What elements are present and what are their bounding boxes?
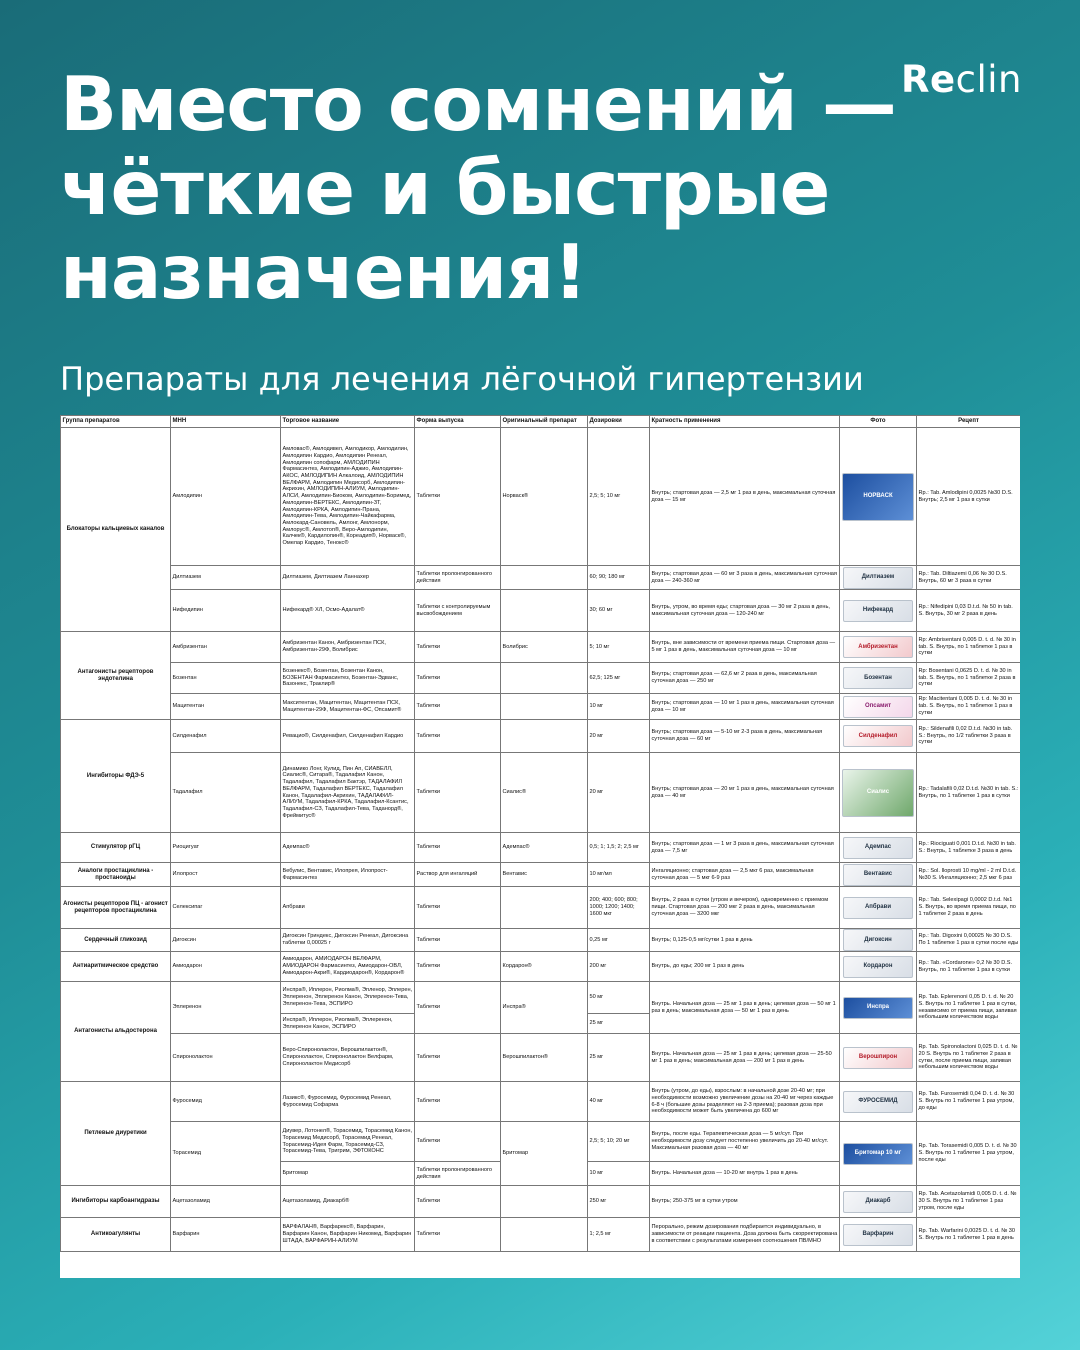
photo-cell	[840, 1186, 917, 1218]
photo-cell	[840, 1218, 917, 1252]
prescription-cell: Rp.: Tab. Diltiazemi 0,06 № 30 D.S. Внутрь, 60 мг 3 раза в сутки	[917, 566, 1021, 590]
photo-cell	[840, 887, 917, 929]
frequency-cell: Внутрь; стартовая доза — 20 мг 1 раз в день, максимальная суточная доза — 40 мг	[650, 753, 840, 833]
frequency-cell: Внутрь, после еды. Терапевтическая доза — 5 мг/сут. При необходимости дозу следует постепенно увеличить до 20-40 мг/сут. Максимальная разовая доза — 40 мг	[650, 1122, 840, 1162]
photo-cell	[840, 663, 917, 694]
frequency-cell: Внутрь, вне зависимости от времени приема пищи. Стартовая доза — 5 мг 1 раз в день, максимальная суточная доза — 10 мг	[650, 632, 840, 663]
group-cell: Антикоагулянты	[61, 1218, 171, 1252]
drug-package-image: Вентавис	[843, 864, 913, 886]
table-row	[61, 982, 1021, 1014]
table-row	[61, 929, 1021, 952]
trade-name-cell: Динамико Лонг, Кулид, Пин Ап, СИАВЕЛЛ, Сиалис®, Ситара®, Тадалафил Канон, Тадалафил, Тадалафил Бактэр, ТАДАЛАФИЛ ВЕЛФАРМ, Тадалафил ВЕРТЕКС, Тадалафил Канон, Тадалафил-Акрихин, ТАДАЛАФИЛ-АЛИУМ, Тадалафил-КРКА, Тадалафил-Ксантис, Тадалафил-СЗ, Тадалафил-Тева, Таданорд®, Фреймитус®	[281, 753, 415, 833]
prescription-cell: Rp: Ambrisentani 0,005 D. t. d. № 30 in tab. S. Внутрь, по 1 таблетке 1 раз в сутки	[917, 632, 1021, 663]
mnn-cell: Амлодипин	[171, 428, 281, 566]
frequency-cell: Внутрь. Начальная доза — 10-20 мг внутрь 1 раз в день	[650, 1162, 840, 1186]
drug-package-image: Опсамит	[843, 696, 913, 718]
table-row	[61, 632, 1021, 663]
form-cell: Таблетки	[415, 720, 501, 753]
dose-cell: 20 мг	[588, 720, 650, 753]
form-cell: Таблетки	[415, 1034, 501, 1082]
photo-cell	[840, 694, 917, 720]
dose-cell: 60; 90; 180 мг	[588, 566, 650, 590]
table-row	[61, 590, 1021, 632]
dose-cell: 40 мг	[588, 1082, 650, 1122]
form-cell: Таблетки	[415, 1082, 501, 1122]
table-row	[61, 952, 1021, 982]
trade-name-cell: Бритомар	[281, 1162, 415, 1186]
photo-cell	[840, 590, 917, 632]
drug-package-image: Дилтиазем	[843, 567, 913, 589]
mnn-cell: Риоцигуат	[171, 833, 281, 863]
mnn-cell: Амбризентан	[171, 632, 281, 663]
dose-cell: 50 мг	[588, 982, 650, 1014]
frequency-cell: Внутрь; стартовая доза — 1 мг 3 раза в день, максимальная суточная доза — 7,5 мг	[650, 833, 840, 863]
prescription-cell: Rp. Tab. Torasemidi 0,005 D. t. d. № 30 S. Внутрь по 1 таблетке 1 раз утром, после еды	[917, 1122, 1021, 1186]
group-cell: Ингибиторы ФДЭ-5	[61, 720, 171, 833]
group-cell: Сердечный гликозид	[61, 929, 171, 952]
col-header: Фото	[840, 416, 917, 428]
frequency-cell: Внутрь; стартовая доза — 5-10 мг 2-3 раза в день, максимальная суточная доза — 60 мг	[650, 720, 840, 753]
drug-package-image: Инспра	[843, 997, 913, 1019]
frequency-cell: Внутрь. Начальная доза — 25 мг 1 раз в день; целевая доза — 25-50 мг 1 раз в день; максимальная доза — 200 мг 1 раз в день	[650, 1034, 840, 1082]
table-row	[61, 833, 1021, 863]
original-cell: Адемпас®	[501, 833, 588, 863]
form-cell: Таблетки	[415, 952, 501, 982]
dose-cell: 2,5; 5; 10; 20 мг	[588, 1122, 650, 1162]
trade-name-cell: Ацетазоламид, Диакарб®	[281, 1186, 415, 1218]
dose-cell: 30; 60 мг	[588, 590, 650, 632]
group-cell: Аналоги простациклина - простаноиды	[61, 863, 171, 887]
prescription-cell: Rp.: Tab. «Cordarone» 0,2 № 30 D.S. Внутрь, по 1 таблетке 1 раз в сутки	[917, 952, 1021, 982]
trade-name-cell: Лазикс®, Фуросемид, Фуросемид Ренеал, Фуросемид Софарма	[281, 1082, 415, 1122]
trade-name-cell: Инспра®, Иплерон, Риолма®, Эплеренон, Эплеренон Канон, ЭСПИРО	[281, 1014, 415, 1034]
group-cell: Антиаритмическое средство	[61, 952, 171, 982]
group-cell: Антагонисты рецепторов эндотелина	[61, 632, 171, 720]
original-cell: Верошпилактон®	[501, 1034, 588, 1082]
prescription-cell: Rp.: Tab. Amlodipini 0,0025 №30 D.S. Внутрь; 2,5 мг 1 раз в сутки	[917, 428, 1021, 566]
dose-cell: 200 мг	[588, 952, 650, 982]
drug-package-image: Бозентан	[843, 667, 913, 689]
photo-cell	[840, 929, 917, 952]
photo-cell	[840, 720, 917, 753]
original-cell: Вентавис	[501, 863, 588, 887]
group-cell: Антагонисты альдостерона	[61, 982, 171, 1082]
frequency-cell: Внутрь; стартовая доза — 62,6 мг 2 раза в день, максимальная суточная доза — 250 мг	[650, 663, 840, 694]
original-cell	[501, 590, 588, 632]
trade-name-cell: Апбрави	[281, 887, 415, 929]
drug-package-image: Адемпас	[843, 837, 913, 859]
group-cell: Агонисты рецепторов ПЦ - агонист рецепторов простациклина	[61, 887, 171, 929]
table-row	[61, 1082, 1021, 1122]
trade-name-cell: Веро-Спиронолактон, Верошпилактон®, Спиронолактон, Спиронолактон Велфарм, Спиронолактон Медисорб	[281, 1034, 415, 1082]
mnn-cell: Тадалафил	[171, 753, 281, 833]
dose-cell: 62,5; 125 мг	[588, 663, 650, 694]
mnn-cell: Дилтиазем	[171, 566, 281, 590]
original-cell	[501, 887, 588, 929]
drug-package-image: Бритомар 10 мг	[843, 1143, 913, 1165]
frequency-cell: Перорально, режим дозирования подбирается индивидуально, в зависимости от реакции пациента. Доза должна быть скорректирована в соответствии с результатами измерения соотношения ПВ/МНО	[650, 1218, 840, 1252]
col-header: МНН	[171, 416, 281, 428]
mnn-cell: Селексипаг	[171, 887, 281, 929]
dose-cell: 20 мг	[588, 753, 650, 833]
dose-cell: 250 мг	[588, 1186, 650, 1218]
prescription-cell: Rp.: Tab. Selexipagi 0,0002 D.t.d. №1 S. Внутрь, во время приема пищи, по 1 таблетке 2 раза в день	[917, 887, 1021, 929]
dose-cell: 10 мг	[588, 694, 650, 720]
original-cell: Волибрис	[501, 632, 588, 663]
mnn-cell: Ацетазоламид	[171, 1186, 281, 1218]
table-row	[61, 720, 1021, 753]
form-cell: Раствор для ингаляций	[415, 863, 501, 887]
frequency-cell: Внутрь, 2 раза в сутки (утром и вечером), одновременно с приемом пищи. Стартовая доза — 200 мкг 2 раза в день, максимальная суточная доза — 3200 мкг	[650, 887, 840, 929]
drug-package-image: ФУРОСЕМИД	[843, 1091, 913, 1113]
table-row	[61, 428, 1021, 566]
form-cell: Таблетки	[415, 1122, 501, 1162]
photo-cell	[840, 1034, 917, 1082]
mnn-cell: Мацитентан	[171, 694, 281, 720]
mnn-cell: Торасемид	[171, 1122, 281, 1186]
dose-cell: 5; 10 мг	[588, 632, 650, 663]
trade-name-cell: ВАРФАЛАН®, Варфарекс®, Варфарин, Варфарин Канон, Варфарин Никомед, Варфарин ШТАДА, ВАРФАРИН-АЛИУМ	[281, 1218, 415, 1252]
dose-cell: 2,5; 5; 10 мг	[588, 428, 650, 566]
col-header: Оригинальный препарат	[501, 416, 588, 428]
original-cell	[501, 720, 588, 753]
form-cell: Таблетки	[415, 1186, 501, 1218]
drug-package-image: Дигоксин	[843, 929, 913, 951]
form-cell: Таблетки пролонгированного действия	[415, 1162, 501, 1186]
original-cell: Норваск®	[501, 428, 588, 566]
trade-name-cell: Бозенекс®, Бозентан, Бозентан Канон, БОЗЕНТАН Фармасинтез, Бозентан-Эдванс, Вазонекс, Траклир®	[281, 663, 415, 694]
form-cell: Таблетки пролонгированного действия	[415, 566, 501, 590]
trade-name-cell: Нифекард® ХЛ, Осмо-Адалат®	[281, 590, 415, 632]
photo-cell	[840, 833, 917, 863]
drug-package-image: Сиалис	[842, 769, 914, 817]
table-row	[61, 1034, 1021, 1082]
col-header: Группа препаратов	[61, 416, 171, 428]
mnn-cell: Варфарин	[171, 1218, 281, 1252]
trade-name-cell: Макситентан, Мацитентан, Мацитентан ПСК, Мацитентан-29Ф, Мацитентан-ФС, Опсамит®	[281, 694, 415, 720]
original-cell: Бритомар	[501, 1122, 588, 1186]
trade-name-cell: Амбризентан Канон, Амбризентан ПСК, Амбризентан-29Ф, Волибрис	[281, 632, 415, 663]
drug-table	[60, 415, 1020, 1252]
frequency-cell: Внутрь; стартовая доза — 60 мг 3 раза в день, максимальная суточная доза — 240-360 мг	[650, 566, 840, 590]
prescription-cell: Rp. Tab. Warfarini 0,0025 D. t. d. № 30 S. Внутрь по 1 таблетке 1 раз в день	[917, 1218, 1021, 1252]
table-row	[61, 566, 1021, 590]
form-cell: Таблетки	[415, 929, 501, 952]
prescription-cell: Rp.: Sol. Iloprosti 10 mg/ml - 2 ml D.t.d. №30 S. Ингаляционно; 2,5 мкг 6 раз	[917, 863, 1021, 887]
mnn-cell: Бозентан	[171, 663, 281, 694]
original-cell	[501, 663, 588, 694]
prescription-cell: Rp.: Sildenafili 0,02 D.t.d. №30 in tab. S.: Внутрь, по 1/2 таблетки 3 раза в сутки	[917, 720, 1021, 753]
frequency-cell: Внутрь, до еды; 200 мг 1 раз в день	[650, 952, 840, 982]
photo-cell	[840, 428, 917, 566]
trade-name-cell: Амловас®, Амлодивел, Амлодикор, Амлодилин, Амлодипин Кардио, Амлодипин Ренеал, Амлодипин сопофарм, АМЛОДИПИН Фармасинтез, Амлодипин-Аджио, Амлодипин-АКОС, АМЛОДИПИН Алкалоид, АМЛОДИПИН ВЕЛФАРМ, Амлодипин Медисорб, Амлодипин-Акрихин, АМЛОДИПИН-АЛИУМ, Амлодипин-АЛСИ, Амлодипин-Биоком, Амлодипин-Боримед, Амлодипин-ВЕРТЕКС, Амлодипин-ЗТ, Амлодипин-КРКА, Амлодипин-Прана, Амлодипин-Тева, Амлодипин-Чайкафарма, Амлокард-Сановель, Амлонг, Амлонорм, Амлорус®, Амлотоп®, Веро-Амлодипин, Калчек®, Кардилопин®, Кореадип®, Норваск®, Омелар Кардио, Тенокс®	[281, 428, 415, 566]
frequency-cell: Внутрь. Начальная доза — 25 мг 1 раз в день; целевая доза — 50 мг 1 раз в день; максимальная доза — 50 мг 1 раз в день	[650, 982, 840, 1034]
brand-logo: Reclin	[901, 58, 1022, 101]
subtitle: Препараты для лечения лёгочной гипертензии	[60, 360, 864, 398]
mnn-cell: Илопрост	[171, 863, 281, 887]
mnn-cell: Дигоксин	[171, 929, 281, 952]
trade-name-cell: Дигоксин Гриндекс, Дигоксин Ренеал, Дигоксина таблетки 0,00025 г	[281, 929, 415, 952]
prescription-cell: Rp.: Tab. Digoxini 0,00025 № 30 D.S. По 1 таблетке 1 раз в сутки после еды	[917, 929, 1021, 952]
trade-name-cell: Вебулис, Вентавис, Илопрея, Илопрост-Фармасинтез	[281, 863, 415, 887]
drug-package-image: НОРВАСК	[842, 473, 914, 521]
form-cell: Таблетки	[415, 753, 501, 833]
prescription-cell: Rp: Macitentani 0,005 D. t. d. № 30 in tab. S. Внутрь, по 1 таблетке 1 раз в сутки	[917, 694, 1021, 720]
form-cell: Таблетки с контролируемым высвобождением	[415, 590, 501, 632]
drug-table-sheet	[60, 415, 1020, 1278]
frequency-cell: Внутрь; 250-375 мг в сутки утром	[650, 1186, 840, 1218]
original-cell	[501, 566, 588, 590]
form-cell: Таблетки	[415, 982, 501, 1034]
drug-package-image: Апбрави	[843, 897, 913, 919]
prescription-cell: Rp. Tab. Acetazolamidi 0,005 D. t. d. № 30 S. Внутрь по 1 таблетке 1 раз утром, после еды	[917, 1186, 1021, 1218]
group-cell: Стимулятор рГЦ	[61, 833, 171, 863]
form-cell: Таблетки	[415, 632, 501, 663]
dose-cell: 25 мг	[588, 1034, 650, 1082]
original-cell	[501, 929, 588, 952]
original-cell: Инспра®	[501, 982, 588, 1034]
col-header: Рецепт	[917, 416, 1021, 428]
table-row	[61, 887, 1021, 929]
table-row	[61, 1122, 1021, 1162]
mnn-cell: Амиодарон	[171, 952, 281, 982]
drug-package-image: Нифекард	[843, 600, 913, 622]
frequency-cell: Внутрь; 0,125-0,5 мг/сутки 1 раз в день	[650, 929, 840, 952]
form-cell: Таблетки	[415, 1218, 501, 1252]
frequency-cell: Внутрь, утром, во время еды; стартовая доза — 30 мг 2 раза в день, максимальная суточная доза — 120-240 мг	[650, 590, 840, 632]
mnn-cell: Фуросемид	[171, 1082, 281, 1122]
trade-name-cell: Ревацио®, Силденафил, Силденафил Кардио	[281, 720, 415, 753]
dose-cell: 200; 400; 600; 800; 1000; 1200; 1400; 1600 мкг	[588, 887, 650, 929]
table-row	[61, 1218, 1021, 1252]
mnn-cell: Силденафил	[171, 720, 281, 753]
dose-cell: 10 мг	[588, 1162, 650, 1186]
trade-name-cell: Адемпас®	[281, 833, 415, 863]
original-cell	[501, 1082, 588, 1122]
original-cell: Кордарон®	[501, 952, 588, 982]
drug-package-image: Кордарон	[843, 956, 913, 978]
original-cell	[501, 694, 588, 720]
trade-name-cell: Диувер, Лотонел®, Торасемид, Торасемид Канон, Торасемид Медисорб, Торасемид Ренеал, Торасемид-Идея Фарм, Торасемид-СЗ, Торасемид-Тева, Тригрим, ЭФТОКОНС	[281, 1122, 415, 1162]
group-cell: Ингибиторы карбоангидразы	[61, 1186, 171, 1218]
form-cell: Таблетки	[415, 663, 501, 694]
drug-package-image: Верошпирон	[843, 1047, 913, 1069]
frequency-cell: Внутрь (утром, до еды), взрослым: в начальной дозе 20-40 мг; при необходимости возможно увеличение дозы на 20-40 мг через каждые 6-8 ч (большие дозы разделяют на 2-3 приема); разовая доза при необходимости может быть увеличена до 600 мг	[650, 1082, 840, 1122]
drug-package-image: Амбризентан	[843, 636, 913, 658]
drug-package-image: Диакарб	[843, 1191, 913, 1213]
headline: Вместо сомнений — чёткие и быстрые назначения!	[60, 60, 896, 316]
table-row	[61, 663, 1021, 694]
mnn-cell: Нифедипин	[171, 590, 281, 632]
prescription-cell: Rp. Tab. Eplerenoni 0,05 D. t. d. № 20 S. Внутрь по 1 таблетке 1 раз в сутки, независимо от приема пищи, запивая небольшим количеством воды	[917, 982, 1021, 1034]
prescription-cell: Rp.: Nifedipini 0,03 D.t.d. № 50 in tab. S. Внутрь, 30 мг 2 раза в день	[917, 590, 1021, 632]
form-cell: Таблетки	[415, 428, 501, 566]
prescription-cell: Rp.: Tadalafili 0,02 D.t.d. №30 in tab. S.: Внутрь, по 1 таблетке 1 раз в сутки	[917, 753, 1021, 833]
prescription-cell: Rp. Tab. Spironolactoni 0,025 D. t. d. № 20 S. Внутрь по 1 таблетке 2 раза в сутки, после приема пищи, запивая небольшим количеством воды	[917, 1034, 1021, 1082]
form-cell: Таблетки	[415, 833, 501, 863]
original-cell	[501, 1218, 588, 1252]
photo-cell	[840, 982, 917, 1034]
prescription-cell: Rp.: Riociguati 0,001 D.t.d. №30 in tab. S.: Внутрь, 1 таблетке 3 раза в день	[917, 833, 1021, 863]
col-header: Форма выпуска	[415, 416, 501, 428]
form-cell: Таблетки	[415, 694, 501, 720]
trade-name-cell: Амиодарон, АМИОДАРОН ВЕЛФАРМ, АМИОДАРОН Фармасинтез, Амиодарон-ОВЛ, Амиодарон-Акри®, Кардиодарон®, Кордарон®	[281, 952, 415, 982]
trade-name-cell: Дилтиазем, Дилтиазем Ланнахер	[281, 566, 415, 590]
drug-package-image: Силденафил	[843, 725, 913, 747]
group-cell: Петлевые диуретики	[61, 1082, 171, 1186]
form-cell: Таблетки	[415, 887, 501, 929]
dose-cell: 1; 2,5 мг	[588, 1218, 650, 1252]
dose-cell: 10 мг/мл	[588, 863, 650, 887]
photo-cell	[840, 753, 917, 833]
col-header: Кратность применения	[650, 416, 840, 428]
table-row	[61, 753, 1021, 833]
photo-cell	[840, 863, 917, 887]
dose-cell: 25 мг	[588, 1014, 650, 1034]
table-row	[61, 1186, 1021, 1218]
group-cell: Блокаторы кальциевых каналов	[61, 428, 171, 632]
col-header: Дозировки	[588, 416, 650, 428]
original-cell: Сиалис®	[501, 753, 588, 833]
table-header-row	[61, 416, 1021, 428]
prescription-cell: Rp. Tab. Furosemidi 0,04 D. t. d. № 30 S. Внутрь по 1 таблетке 1 раз утром, до еды	[917, 1082, 1021, 1122]
trade-name-cell: Инспра®, Иплерон, Риолма®, Эпленор, Эплерен, Эплеренон, Эплеренон Канон, Эплеренон-Тева, Эплеренон-Тева, ЭСПИРО	[281, 982, 415, 1014]
mnn-cell: Эплеренон	[171, 982, 281, 1034]
col-header: Торговое название	[281, 416, 415, 428]
prescription-cell: Rp: Bosentani 0,0625 D. t. d. № 30 in tab. S. Внутрь, по 1 таблетке 2 раза в сутки	[917, 663, 1021, 694]
photo-cell	[840, 1122, 917, 1186]
original-cell	[501, 1186, 588, 1218]
frequency-cell: Ингаляционно; стартовая доза — 2,5 мкг 6 раз, максимальная суточная доза — 5 мкг 6-9 раз	[650, 863, 840, 887]
mnn-cell: Спиронолактон	[171, 1034, 281, 1082]
photo-cell	[840, 952, 917, 982]
table-row	[61, 863, 1021, 887]
frequency-cell: Внутрь; стартовая доза — 10 мг 1 раз в день, максимальная суточная доза — 10 мг	[650, 694, 840, 720]
dose-cell: 0,5; 1; 1,5; 2; 2,5 мг	[588, 833, 650, 863]
photo-cell	[840, 1082, 917, 1122]
photo-cell	[840, 632, 917, 663]
dose-cell: 0,25 мг	[588, 929, 650, 952]
frequency-cell: Внутрь; стартовая доза — 2,5 мг 1 раз в день, максимальная суточная доза — 15 мг	[650, 428, 840, 566]
photo-cell	[840, 566, 917, 590]
table-row	[61, 694, 1021, 720]
drug-package-image: Варфарин	[843, 1224, 913, 1246]
